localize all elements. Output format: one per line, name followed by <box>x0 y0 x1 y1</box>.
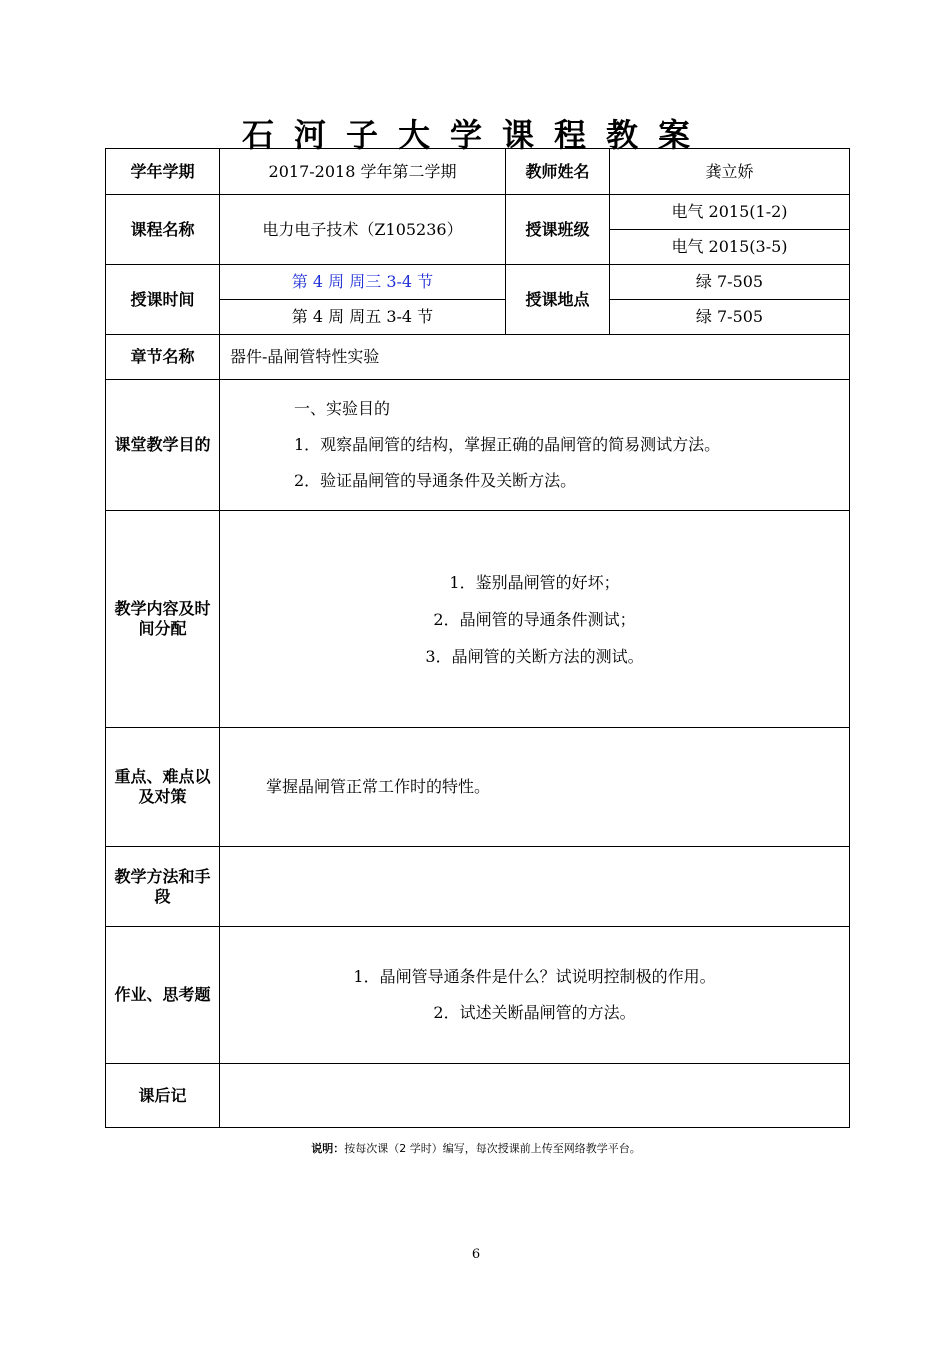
chapter-value: 器件-晶闸管特性实验 <box>220 335 850 380</box>
goal-label <box>106 380 220 511</box>
place-label: 授课地点 <box>506 265 610 335</box>
class-value-1: 电气 2015(1-2) <box>610 195 850 230</box>
after-value <box>220 1064 850 1128</box>
content-line: 3．晶闸管的关断方法的测试。 <box>425 646 644 666</box>
goal-line: 一、实验目的 <box>294 399 391 418</box>
table-row <box>106 511 850 728</box>
homework-label <box>106 927 220 1064</box>
homework-line: 1．晶闸管导通条件是什么？试说明控制极的作用。 <box>353 967 716 986</box>
term-label: 学年学期 <box>106 149 220 195</box>
content-cell <box>220 511 850 728</box>
key-label <box>106 728 220 847</box>
goal-line: 2．验证晶闸管的导通条件及关断方法。 <box>294 471 577 490</box>
time-value-2: 第 4 周 周五 3-4 节 <box>220 300 506 335</box>
table-row <box>106 728 850 847</box>
homework-label-text: 作业、思考题 <box>114 985 211 1004</box>
table-row <box>106 927 850 1064</box>
key-value: 掌握晶闸管正常工作时的特性。 <box>220 728 850 847</box>
course-value: 电力电子技术（Z105236） <box>220 195 506 265</box>
key-label-text: 重点、难点以及对策 <box>114 767 211 806</box>
method-label <box>106 847 220 927</box>
table-row <box>106 149 850 195</box>
goal-cell <box>220 380 850 511</box>
place-value-2: 绿 7-505 <box>610 300 850 335</box>
table-row <box>106 265 850 300</box>
course-label: 课程名称 <box>106 195 220 265</box>
table-row <box>106 1064 850 1128</box>
goal-label-text: 课堂教学目的 <box>114 435 211 454</box>
note-label: 说明： <box>311 1142 345 1155</box>
time-value-1: 第 4 周 周三 3-4 节 <box>220 265 506 300</box>
lesson-plan-table <box>105 148 850 1128</box>
homework-line: 2．试述关断晶闸管的方法。 <box>433 1003 636 1022</box>
content-line: 2．晶闸管的导通条件测试； <box>433 609 636 629</box>
teacher-label: 教师姓名 <box>506 149 610 195</box>
table-row <box>106 847 850 927</box>
content-label <box>106 511 220 728</box>
homework-cell <box>220 927 850 1064</box>
table-row <box>106 195 850 230</box>
method-value <box>220 847 850 927</box>
table-row <box>106 380 850 511</box>
goal-line: 1．观察晶闸管的结构，掌握正确的晶闸管的简易测试方法。 <box>294 435 721 454</box>
place-value-1: 绿 7-505 <box>610 265 850 300</box>
time-label: 授课时间 <box>106 265 220 335</box>
chapter-label: 章节名称 <box>106 335 220 380</box>
table-row <box>106 335 850 380</box>
term-value: 2017-2018 学年第二学期 <box>220 149 506 195</box>
page-title: 石河子大学课程教案 <box>241 116 710 154</box>
note-text: 按每次课（2 学时）编写，每次授课前上传至网络教学平台。 <box>344 1142 641 1155</box>
method-label-text: 教学方法和手段 <box>114 866 211 906</box>
content-line: 1．鉴别晶闸管的好坏； <box>449 572 620 592</box>
page-number: 6 <box>471 1247 481 1262</box>
footnote <box>0 1140 952 1156</box>
class-value-2: 电气 2015(3-5) <box>610 230 850 265</box>
class-label: 授课班级 <box>506 195 610 265</box>
after-label: 课后记 <box>106 1064 220 1128</box>
teacher-value: 龚立娇 <box>610 149 850 195</box>
content-label-text: 教学内容及时间分配 <box>114 599 211 638</box>
